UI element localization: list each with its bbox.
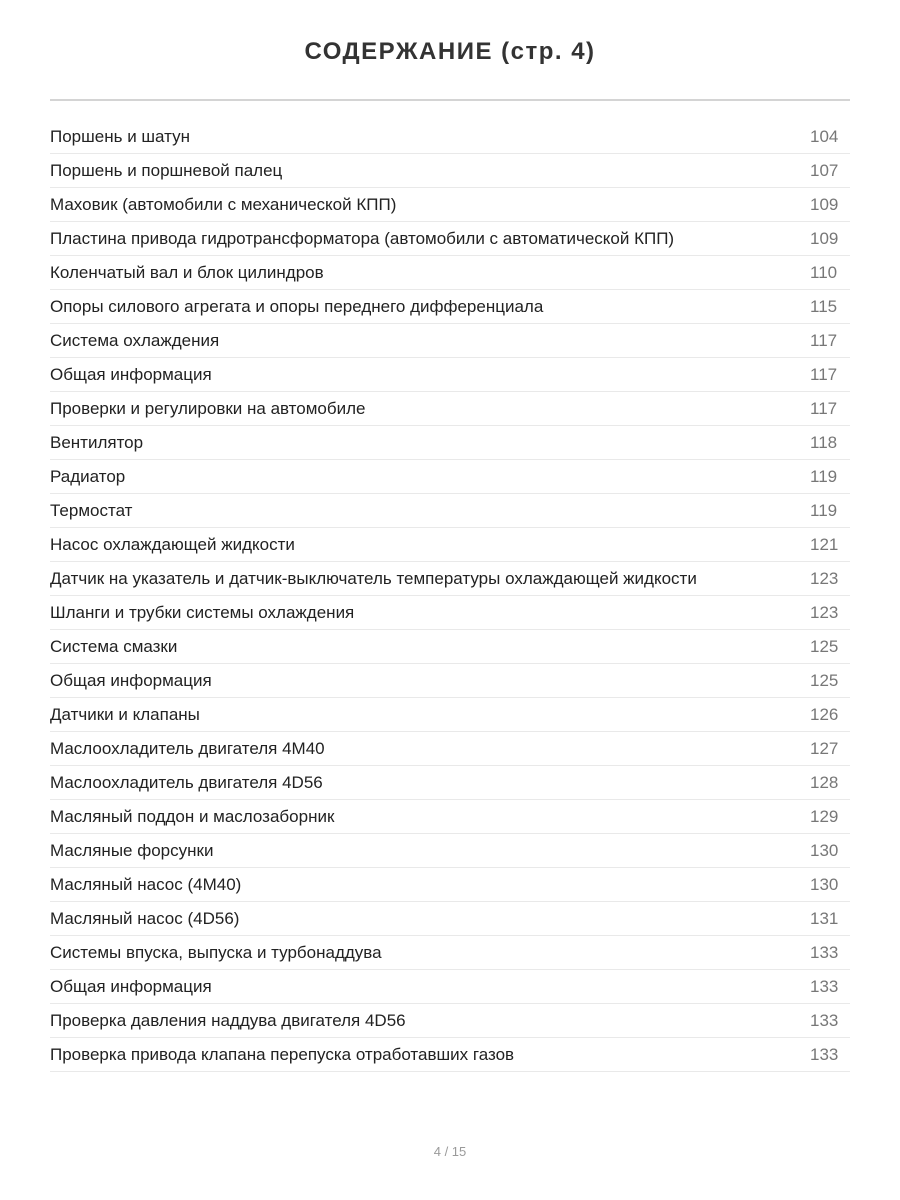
toc-page-number: 109	[810, 228, 839, 248]
toc-page-number: 131	[810, 908, 839, 928]
toc-entry-label: Системы впуска, выпуска и турбонаддува	[50, 942, 382, 962]
toc-entry-label: Масляный насос (4M40)	[50, 874, 242, 894]
toc-row[interactable]	[50, 766, 850, 800]
table-of-contents	[50, 120, 850, 1072]
toc-row[interactable]	[50, 256, 850, 290]
toc-row[interactable]	[50, 494, 850, 528]
toc-row[interactable]	[50, 1004, 850, 1038]
toc-entry-label: Пластина привода гидротрансформатора (автомобили с автоматической КПП)	[50, 228, 675, 248]
toc-entry-label: Система смазки	[50, 636, 178, 656]
toc-entry-label: Масляный поддон и маслозаборник	[50, 806, 335, 826]
toc-entry-label: Маховик (автомобили с механической КПП)	[50, 194, 397, 214]
toc-row[interactable]	[50, 562, 850, 596]
toc-entry-label: Термостат	[50, 500, 133, 520]
toc-page-number: 117	[810, 364, 838, 384]
toc-page-number: 130	[810, 840, 839, 860]
toc-row[interactable]	[50, 460, 850, 494]
toc-entry-label: Шланги и трубки системы охлаждения	[50, 602, 355, 622]
toc-page-number: 133	[810, 976, 839, 996]
toc-row[interactable]	[50, 834, 850, 868]
toc-page-number: 117	[810, 330, 838, 350]
toc-entry-label: Масляные форсунки	[50, 840, 214, 860]
toc-entry-label: Общая информация	[50, 364, 212, 384]
toc-page-number: 117	[810, 398, 838, 418]
toc-entry-label: Датчики и клапаны	[50, 704, 200, 724]
toc-page-number: 119	[810, 466, 838, 486]
toc-row[interactable]	[50, 800, 850, 834]
toc-row[interactable]	[50, 630, 850, 664]
toc-entry-label: Коленчатый вал и блок цилиндров	[50, 262, 324, 282]
toc-page-number: 133	[810, 1044, 839, 1064]
toc-page-number: 133	[810, 1010, 839, 1030]
toc-entry-label: Проверка давления наддува двигателя 4D56	[50, 1010, 406, 1030]
toc-row[interactable]	[50, 698, 850, 732]
toc-row[interactable]	[50, 290, 850, 324]
toc-page-number: 118	[810, 432, 838, 452]
toc-row[interactable]	[50, 426, 850, 460]
toc-page-number: 125	[810, 670, 839, 690]
toc-entry-label: Маслоохладитель двигателя 4M40	[50, 738, 325, 758]
toc-entry-label: Вентилятор	[50, 432, 144, 452]
toc-page-number: 104	[810, 126, 839, 146]
toc-entry-label: Маслоохладитель двигателя 4D56	[50, 772, 323, 792]
toc-page-number: 123	[810, 602, 839, 622]
toc-row[interactable]	[50, 970, 850, 1004]
toc-page-number: 128	[810, 772, 839, 792]
toc-row[interactable]	[50, 936, 850, 970]
toc-page-number: 109	[810, 194, 839, 214]
toc-row[interactable]	[50, 528, 850, 562]
title-divider	[50, 99, 850, 101]
toc-entry-label: Проверки и регулировки на автомобиле	[50, 398, 366, 418]
toc-row[interactable]	[50, 324, 850, 358]
toc-page-number: 133	[810, 942, 839, 962]
toc-page-number: 129	[810, 806, 839, 826]
toc-row[interactable]	[50, 120, 850, 154]
toc-page-number: 127	[810, 738, 839, 758]
toc-page-number: 130	[810, 874, 839, 894]
toc-page-number: 126	[810, 704, 839, 724]
toc-row[interactable]	[50, 868, 850, 902]
toc-entry-label: Датчик на указатель и датчик-выключатель температуры охлаждающей жидкости	[50, 568, 697, 588]
toc-row[interactable]	[50, 902, 850, 936]
toc-row[interactable]	[50, 596, 850, 630]
page-counter: 4 / 15	[433, 1144, 467, 1159]
toc-row[interactable]	[50, 154, 850, 188]
toc-page-number: 123	[810, 568, 839, 588]
toc-entry-label: Насос охлаждающей жидкости	[50, 534, 295, 554]
toc-page-number: 115	[810, 296, 838, 316]
toc-entry-label: Поршень и поршневой палец	[50, 160, 283, 180]
toc-row[interactable]	[50, 188, 850, 222]
toc-entry-label: Система охлаждения	[50, 330, 220, 350]
toc-row[interactable]	[50, 732, 850, 766]
toc-row[interactable]	[50, 664, 850, 698]
toc-page-number: 125	[810, 636, 839, 656]
toc-row[interactable]	[50, 358, 850, 392]
toc-entry-label: Масляный насос (4D56)	[50, 908, 240, 928]
toc-row[interactable]	[50, 222, 850, 256]
page-title: СОДЕРЖАНИЕ (стр. 4)	[304, 38, 596, 65]
toc-entry-label: Общая информация	[50, 976, 212, 996]
toc-page-number: 121	[810, 534, 839, 554]
toc-entry-label: Радиатор	[50, 466, 126, 486]
toc-page-number: 110	[810, 262, 838, 282]
toc-page-number: 107	[810, 160, 839, 180]
toc-entry-label: Опоры силового агрегата и опоры переднего дифференциала	[50, 296, 544, 316]
toc-entry-label: Проверка привода клапана перепуска отработавших газов	[50, 1044, 515, 1064]
toc-entry-label: Общая информация	[50, 670, 212, 690]
toc-entry-label: Поршень и шатун	[50, 126, 190, 146]
toc-row[interactable]	[50, 1038, 850, 1072]
toc-page-number: 119	[810, 500, 838, 520]
toc-row[interactable]	[50, 392, 850, 426]
